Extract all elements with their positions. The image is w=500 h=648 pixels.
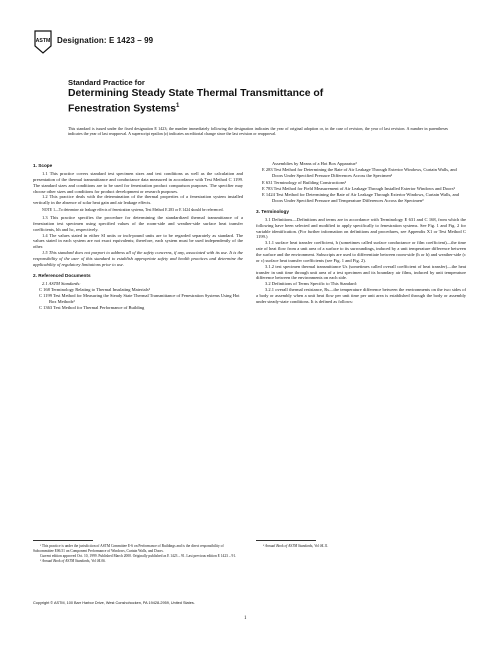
section-3-heading: 3. Terminology: [256, 208, 289, 214]
ref-c1363: C 1363 Test Method for Thermal Performance of Building: [39, 305, 145, 311]
para-3-2: 3.2 Definitions of Terms Specific to This Standard:: [265, 281, 358, 287]
right-column: [256, 161, 466, 305]
note-1: NOTE 1—To determine air leakage effects of fenestration systems, Test Method E 283 or E 1424 should be referenced.: [42, 208, 224, 213]
astm-logo: [34, 30, 52, 54]
footnote-1: ¹ This practice is under the jurisdiction of ASTM Committee E-6 on Performance of Buildings and is the direct responsibility of Subcommittee E06.51 on Component Performance of Windows, Curtain Walls, and Doors.: [33, 544, 224, 553]
footnote-2: ² Annual Book of ASTM Standards, Vol 04.06.: [40, 558, 106, 563]
ref-c1199: C 1199 Test Method for Measuring the Steady State Thermal Transmittance of Fenestration Systems Using Hot Box Methods²: [39, 292, 240, 304]
para-1-3: 1.3 This practice specifies the procedure for determining the standardized thermal transmittance of a fenestration test specimen using specified values of the room-side and weather-side surface heat transfer coefficients, hh and hc, respectively.: [33, 215, 243, 232]
para-3-1-1: 3.1.1 surface heat transfer coefficient, h (sometimes called surface conductance or film coefficient)—the time rate of heat flow from a unit area of a surface to its surroundings, induced by a unit temperature difference between the surface and the environment. Subscripts are used to differentiate between room-side (h or h) and weather-side (c or c) surface heat transfer coefficients (see Fig. 1 and Fig. 2).: [256, 240, 466, 263]
title-footnote-mark: 1: [176, 103, 180, 109]
designation: Designation: E 1423 – 99: [57, 36, 154, 45]
footnotes-right: [256, 544, 466, 549]
svg-text:ASTM: ASTM: [35, 38, 51, 44]
page-number: 1: [244, 616, 247, 621]
para-1-4: 1.4 The values stated in either SI units or inch-pound units are to be regarded separately as standard. The values stated in each system are not exact equivalents; therefore, each system must be used independently of the other.: [33, 232, 243, 250]
document-header: [68, 78, 448, 115]
para-1-5: 1.5 This standard does not purport to address all of the safety concerns, if any, associated with its use. It is the responsibility of the user of this standard to establish appropriate safety and health practices and determine the applicability of regulatory limitations prior to use.: [33, 250, 243, 267]
document-title: [68, 88, 448, 115]
footnote-rule-right: [256, 540, 316, 541]
section-2-heading: 2. Referenced Documents: [33, 272, 91, 278]
para-1-1: 1.1 This practice covers standard test specimen sizes and test conditions as well as the calculation and presentation of the thermal transmittance and conductance data measured in accordance with Test Method C 1199. The standard sizes and conditions are to be used for fenestration product comparison purposes. The specifier may choose other sizes and conditions for product development or research purposes.: [33, 171, 243, 194]
ref-c1363-continued: Assemblies by Means of a Hot Box Apparatus²: [272, 161, 357, 166]
para-1-2: 1.2 This practice deals with the determination of the thermal properties of a fenestration system installed vertically in the absence of solar heat gain and air leakage effects.: [33, 194, 243, 206]
section-1-heading: 1. Scope: [33, 163, 53, 168]
para-2-1: 2.1 ASTM Standards:: [42, 280, 81, 286]
ref-e1424: E 1424 Test Method for Determining the Rate of Air Leakage Through Exterior Windows, Curtain Walls, and Doors Under Specified Pressure and Temperature Differences Across the Specimen³: [262, 192, 460, 204]
ref-e283: E 283 Test Method for Determining the Rate of Air Leakage Through Exterior Windows, Curtain Walls, and Doors Under Specified Pressure Differences Across the Specimen³: [262, 167, 457, 179]
footnotes-left: [33, 544, 243, 564]
title-line-1: Determining Steady State Thermal Transmittance of: [68, 88, 324, 99]
footnote-3: ³ Annual Book of ASTM Standards, Vol 04.11.: [263, 544, 329, 548]
para-3-1: 3.1 Definitions—Definitions and terms are in accordance with Terminology E 631 and C 168, from which the following have been selected and modified to apply specifically to fenestration systems. See Fig. 1 and Fig. 2 for variable identification. (For further information on definitions and procedures, see Appendix X1 or Test Method C 1199.): [256, 216, 466, 240]
issuance-notice: This standard is issued under the fixed designation E 1423; the number immediately following the designation indicates the year of original adoption or, in the case of revision, the year of last revision. A number in parentheses indicates the year of last reapproval. A superscript epsilon (ε) indicates an editorial change since the last revision or reapproval.: [68, 126, 448, 137]
para-3-1-2: 3.1.2 test specimen thermal transmittance Us (sometimes called overall coefficient of heat transfer)—the heat transfer in unit time through unit area of a test specimen and its boundary air films, induced by unit temperature difference between the environments on each side.: [256, 263, 466, 281]
ref-c168: C 168 Terminology Relating to Thermal Insulating Materials²: [39, 286, 150, 292]
left-column: [33, 161, 243, 311]
ref-e631: E 631 Terminology of Building Constructions³: [262, 179, 347, 185]
para-3-2-1: 3.2.1 overall thermal resistance, Rs—the temperature difference between the environments on the two sides of a body or assembly when a unit heat flow per unit time per unit area is established through the body or assembly under steady-state conditions. It is defined as follows:: [256, 287, 466, 304]
footnote-rule-left: [33, 540, 93, 541]
standard-type: Standard Practice for: [68, 78, 145, 87]
ref-e783: E 783 Test Method for Field Measurement of Air Leakage Through Installed Exterior Windows and Doors³: [262, 185, 455, 191]
title-line-2: Fenestration Systems: [68, 103, 176, 115]
footnote-1-history: Current edition approved Oct. 10, 1999. Published March 2000. Originally published as E 1423 – 91. Last previous edition E 1423 – 91.: [40, 553, 237, 558]
copyright-line: Copyright © ASTM, 100 Barr Harbor Drive, West Conshohocken, PA 19428-2959, United States.: [33, 601, 195, 605]
